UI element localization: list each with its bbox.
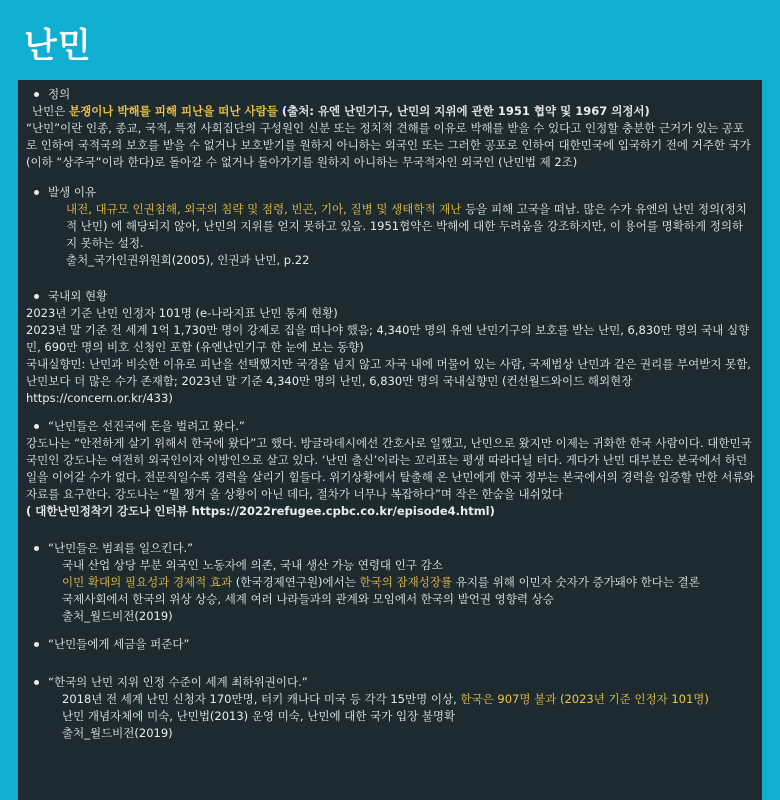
highlight-text: 분쟁이나 박해를 피해 피난을 떠난 사람들 bbox=[68, 104, 278, 118]
money-paragraph: 강도나는 “안전하게 살기 위해서 한국에 왔다”고 했다. 방글라데시에선 간호사로 일했고, 난민으로 왔지만 이제는 귀화한 한국 사람이다. 대한민국 국민인 강도나는 여전히 외국인이자 이방인으로 살고 있다. ‘난민 출신’이라는 꼬리표는 평생 따라다닐 터다. 게다가 난민 대부분은 본국에서 하던 일을 이어갈 수가 없다. 전문직일수록 경력을 살리기 힘들다. 위기상황에서 탈출해 온 난민에게 한국 정부는 본국에서의 경력을 입증할 만한 서류와 자료를 요구한다. 강도나는 “뭘 챙겨 올 상황이 아닌 데다, 절차가 너무나 복잡하다”며 작은 한숨을 내쉬었다 bbox=[26, 436, 755, 501]
lowest-source: 출처_월드비전(2019) bbox=[62, 726, 173, 740]
section-crime bbox=[18, 540, 762, 625]
section-definition bbox=[18, 86, 762, 171]
section-status bbox=[18, 288, 762, 407]
text: 유지를 위해 이민자 숫자가 증가돼야 한다는 결론 bbox=[452, 575, 700, 589]
section-tax bbox=[18, 636, 762, 653]
definition-paragraph: “난민”이란 인종, 종교, 국적, 특정 사회집단의 구성원인 신분 또는 정치적 견해를 이유로 박해를 받을 수 있다고 인정할 충분한 근거가 있는 공포로 인하여 국적국의 보호를 받을 수 없거나 보호받기를 원하지 아니하는 외국인 또는 그러한 공포로 인하여 대한민국에 입국하기 전에 거주한 국가(이하 “상주국”이라 한다)로 돌아갈 수 없거나 돌아가기를 원하지 아니하는 무국적자인 외국인 (난민법 제 2조) bbox=[26, 121, 751, 169]
section-heading: “난민들에게 세금을 퍼준다” bbox=[18, 636, 762, 653]
status-line: 2023년 말 기준 전 세계 1억 1,730만 명이 강제로 집을 떠나야 했음; 4,340만 명의 유엔 난민기구의 보호를 받는 난민, 6,830만 명의 국내 실향민, 690만 명의 비호 신청인 포함 (유엔난민기구 한 눈에 보는 동향) bbox=[26, 323, 750, 354]
content-panel bbox=[18, 80, 762, 800]
highlight-text: 한국은 907명 불과 (2023년 기준 인정자 101명) bbox=[460, 692, 709, 706]
section-heading: “난민들은 선진국에 돈을 벌려고 왔다.” bbox=[18, 418, 762, 435]
crime-line bbox=[18, 574, 762, 591]
text: 난민은 bbox=[32, 104, 69, 118]
crime-line: 국내 산업 상당 부분 외국인 노동자에 의존, 국내 생산 가능 연령대 인구 감소 bbox=[62, 558, 443, 572]
status-link[interactable]: https://concern.or.kr/433) bbox=[26, 391, 173, 405]
text: 등을 피해 고국을 떠남. 많은 수가 유엔의 난민 정의(정치적 난민) 에 해당되지 않아, 난민의 지위를 얻지 못하고 있음. 1951협약은 박해에 대한 두려움을 강조하지만, 이 용어를 명확하게 정의하지 못하는 설정. bbox=[66, 202, 747, 250]
section-heading: “한국의 난민 지위 인정 수준이 세계 최하위권이다.” bbox=[18, 674, 762, 691]
causes-source: 출처_국가인권위원회(2005), 인권과 난민, p.22 bbox=[66, 253, 310, 267]
money-source[interactable]: ( 대한난민정착기 강도나 인터뷰 https://2022refugee.cpbc.co.kr/episode4.html) bbox=[26, 504, 495, 518]
text: (한국경제연구원)에서는 bbox=[232, 575, 360, 589]
section-lowest bbox=[18, 674, 762, 742]
definition-line bbox=[18, 103, 762, 120]
highlight-text: 내전, 대규모 인권침해, 외국의 침략 및 점령, 빈곤, 기아, 질병 및 생태학적 재난 bbox=[66, 202, 462, 216]
lowest-line: 난민 개념자체에 미숙, 난민법(2013) 운영 미숙, 난민에 대한 국가 입장 불명확 bbox=[62, 709, 456, 723]
crime-line: 국제사회에서 한국의 위상 상승, 세계 여러 나라들과의 관계와 모임에서 한국의 발언권 영향력 상승 bbox=[62, 592, 554, 606]
definition-source: (출처: 유엔 난민기구, 난민의 지위에 관한 1951 협약 및 1967 의정서) bbox=[277, 104, 650, 118]
section-causes bbox=[18, 184, 762, 269]
highlight-text: 이민 확대의 필요성과 경제적 효과 bbox=[62, 575, 233, 589]
section-heading: 발생 이유 bbox=[18, 184, 762, 201]
highlight-text: 한국의 잠재성장률 bbox=[359, 575, 453, 589]
status-line: 국내실향민: 난민과 비슷한 이유로 피난을 선택했지만 국경을 넘지 않고 자국 내에 머물어 있는 사람, 국제법상 난민과 같은 권리를 부여받지 못함, 난민보다 더 많은 수가 존재함; 2023년 말 기준 4,340만 명의 난민, 6,830만 명의 국내실향민 (컨선월드와이드 해외현장 bbox=[26, 357, 751, 388]
section-money bbox=[18, 418, 762, 520]
section-heading: “난민들은 범죄를 일으킨다.” bbox=[18, 540, 762, 557]
status-line: 2023년 기준 난민 인정자 101명 (e-나라지표 난민 통계 현황) bbox=[26, 306, 338, 320]
crime-source: 출처_월드비전(2019) bbox=[62, 609, 173, 623]
lowest-line bbox=[18, 691, 762, 708]
text: 2018년 전 세계 난민 신청자 170만명, 터키 캐나다 미국 등 각각 15만명 이상, bbox=[62, 692, 461, 706]
section-heading: 정의 bbox=[18, 86, 762, 103]
causes-paragraph bbox=[18, 201, 750, 252]
section-heading: 국내외 현황 bbox=[18, 288, 762, 305]
page-title: 난민 bbox=[24, 26, 92, 66]
